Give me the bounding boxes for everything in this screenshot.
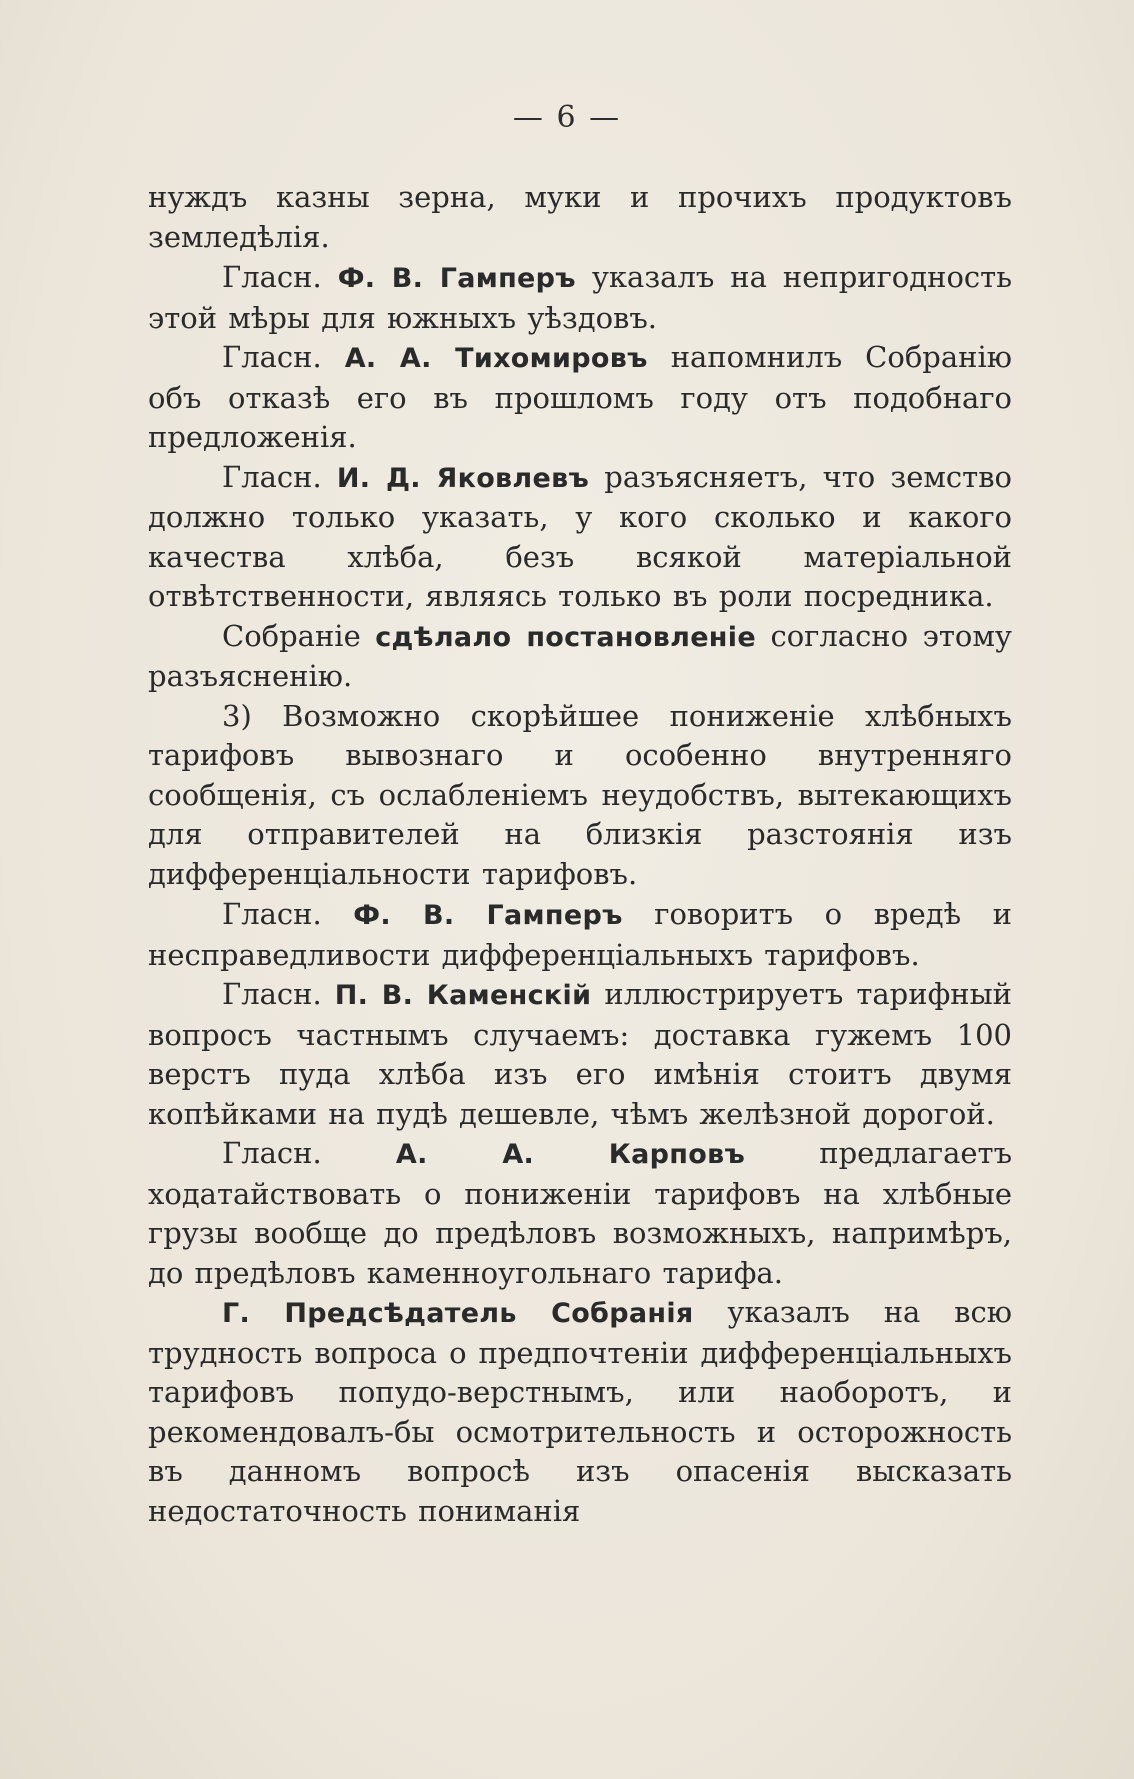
speaker-name: А. А. Тихомировъ <box>344 343 648 374</box>
paragraph <box>148 697 1012 896</box>
speaker-name: Ф. В. Гамперъ <box>337 263 576 294</box>
paragraph <box>148 1134 1012 1293</box>
text-body <box>148 178 1012 1531</box>
paragraph-text: Гласн. <box>222 260 338 294</box>
paragraph-text: указалъ на непригодность этой мѣры для южныхъ уѣздовъ. <box>148 260 1012 335</box>
paragraph <box>148 617 1012 697</box>
paragraph <box>148 895 1012 975</box>
paragraph-text: Гласн. <box>222 340 345 374</box>
paragraph-text: Гласн. <box>222 459 337 494</box>
paragraph-text: 3) Возможно скорѣйшее пониженіе хлѣбныхъ тарифовъ вывознаго и особенно внутренняго сообщенія, съ ослабленіемъ неудобствъ, вытекающихъ для отправителей на близкія разстоянія изъ дифференціальности тарифовъ. <box>148 698 1012 891</box>
paragraph-text: нуждъ казны зерна, муки и прочихъ продуктовъ земледѣлія. <box>148 180 1012 254</box>
paragraph-text: разъясняетъ, что земство должно только указать, у кого сколько и какого качества хлѣба, безъ всякой матеріальной отвѣтственности, являясь только въ роли посредника. <box>148 459 1013 613</box>
paragraph-text: Гласн. <box>222 897 354 931</box>
speaker-name: И. Д. Яковлевъ <box>336 462 590 494</box>
page-number: — 6 — <box>512 100 622 135</box>
speaker-name: сдѣлало постановленіе <box>375 621 756 653</box>
paragraph <box>148 258 1012 338</box>
paragraph-text: Гласн. <box>222 1136 396 1170</box>
paragraph <box>148 178 1012 258</box>
paragraph-text: Собраніе <box>222 618 376 653</box>
speaker-name: Г. Предсѣдатель Собранія <box>222 1298 694 1329</box>
paragraph-text: говоритъ о вредѣ и несправедливости дифференціальныхъ тарифовъ. <box>148 897 1013 972</box>
paragraph-text: указалъ на всю трудность вопроса о предпочтеніи дифференціальныхъ тарифовъ попудо-верстнымъ, или наоборотъ, и рекомендовалъ-бы осмотрительность и осторожность въ данномъ вопросѣ изъ опасенія высказать недостаточность пониманія <box>148 1295 1012 1528</box>
paragraph <box>148 338 1012 458</box>
speaker-name: Ф. В. Гамперъ <box>353 900 623 931</box>
paragraph <box>148 1293 1012 1531</box>
paragraph-text: согласно этому разъясненію. <box>148 618 1012 693</box>
paragraph-text: иллюстрируетъ тарифный вопросъ частнымъ случаемъ: доставка гужемъ 100 верстъ пуда хлѣба изъ его имѣнія стоитъ двумя копѣйками на пудѣ дешевле, чѣмъ желѣзной дорогой. <box>148 977 1012 1131</box>
paragraph <box>148 458 1012 617</box>
speaker-name: П. В. Каменскій <box>334 980 592 1011</box>
paragraph-text: напомнилъ Собранію объ отказѣ его въ прошломъ году отъ подобнаго предложенія. <box>148 340 1012 454</box>
speaker-name: А. А. Карповъ <box>395 1139 746 1170</box>
paragraph-text: предлагаетъ ходатайствовать о пониженіи тарифовъ на хлѣбные грузы вообще до предѣловъ возможныхъ, напримѣръ, до предѣловъ каменноугольнаго тарифа. <box>148 1136 1013 1290</box>
paragraph <box>148 975 1012 1134</box>
paragraph-text: Гласн. <box>222 977 335 1011</box>
